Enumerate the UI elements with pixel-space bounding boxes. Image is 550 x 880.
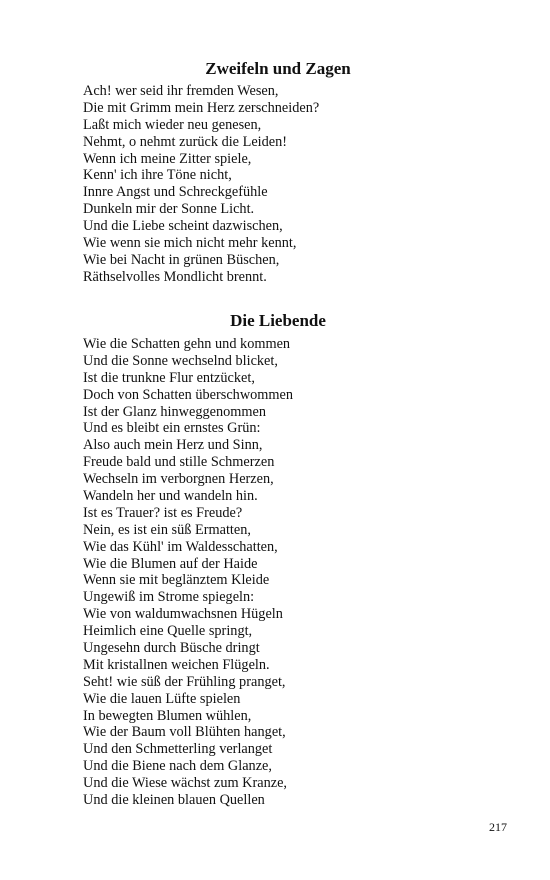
verse-line: Räthselvolles Mondlicht brennt. [83,268,267,285]
verse-line: Wie bei Nacht in grünen Büschen, [83,251,280,268]
verse-line: Wie der Baum voll Blühten hanget, [83,724,286,741]
verse-line: Seht! wie süß der Frühling pranget, [83,673,286,690]
verse-line: Ist die trunkne Flur entzücket, [83,369,255,386]
verse-line: Doch von Schatten überschwommen [83,386,294,403]
verse-line: Wie die lauen Lüfte spielen [83,690,241,707]
verse-line: Wie die Blumen auf der Haide [83,555,258,572]
verse-line: Wandeln her und wandeln hin. [83,488,258,505]
verse-line: Dunkeln mir der Sonne Licht. [83,201,255,218]
verse-line: Also auch mein Herz und Sinn, [83,437,263,454]
verse-line: Und die kleinen blauen Quellen [83,792,265,809]
verse-line: Und den Schmetterling verlanget [83,741,273,758]
verse-line: Mit kristallnen weichen Flügeln. [83,656,270,673]
verse-line: Nehmt, o nehmt zurück die Leiden! [83,133,288,150]
verse-line: Nein, es ist ein süß Ermatten, [83,521,251,538]
verse-line: Wie die Schatten gehn und kommen [83,336,291,352]
verse-line: In bewegten Blumen wühlen, [83,707,252,724]
verse-line: Und die Wiese wächst zum Kranze, [83,775,288,792]
verse-line: Und die Liebe scheint dazwischen, [83,218,283,235]
verse-line: Ach! wer seid ihr fremden Wesen, [83,83,279,99]
poem-body [83,336,483,809]
verse-line: Und die Sonne wechselnd blicket, [83,352,278,369]
verse-line: Wie das Kühl' im Waldesschatten, [83,538,278,555]
verse-line: Heimlich eine Quelle springt, [83,623,253,640]
verse-line: Wenn ich meine Zitter spiele, [83,150,252,167]
verse-line: Ungesehn durch Büsche dringt [83,640,260,657]
verse-line: Wie wenn sie mich nicht mehr kennt, [83,235,297,252]
verse-line: Innre Angst und Schreckgefühle [83,184,268,201]
verse-line: Wenn sie mit beglänztem Kleide [83,572,270,589]
page-number: 217 [489,820,507,834]
verse-line: Und es bleibt ein ernstes Grün: [83,420,261,437]
verse-line: Wechseln im verborgnen Herzen, [83,471,274,488]
verse-line: Die mit Grimm mein Herz zerschneiden? [83,99,320,116]
verse-line: Laßt mich wieder neu genesen, [83,116,262,133]
poem-title: Zweifeln und Zagen [205,59,351,78]
verse-line: Ist es Trauer? ist es Freude? [83,504,243,521]
verse-line: Und die Biene nach dem Glanze, [83,758,272,775]
poem-body [83,83,483,286]
verse-line: Ist der Glanz hinweggenommen [83,403,267,420]
verse-line: Ungewiß im Strome spiegeln: [83,589,255,606]
verse-line: Kenn' ich ihre Töne nicht, [83,167,232,184]
poem-title: Die Liebende [230,311,326,330]
verse-line: Freude bald und stille Schmerzen [83,454,275,471]
verse-line: Wie von waldumwachsnen Hügeln [83,606,283,623]
